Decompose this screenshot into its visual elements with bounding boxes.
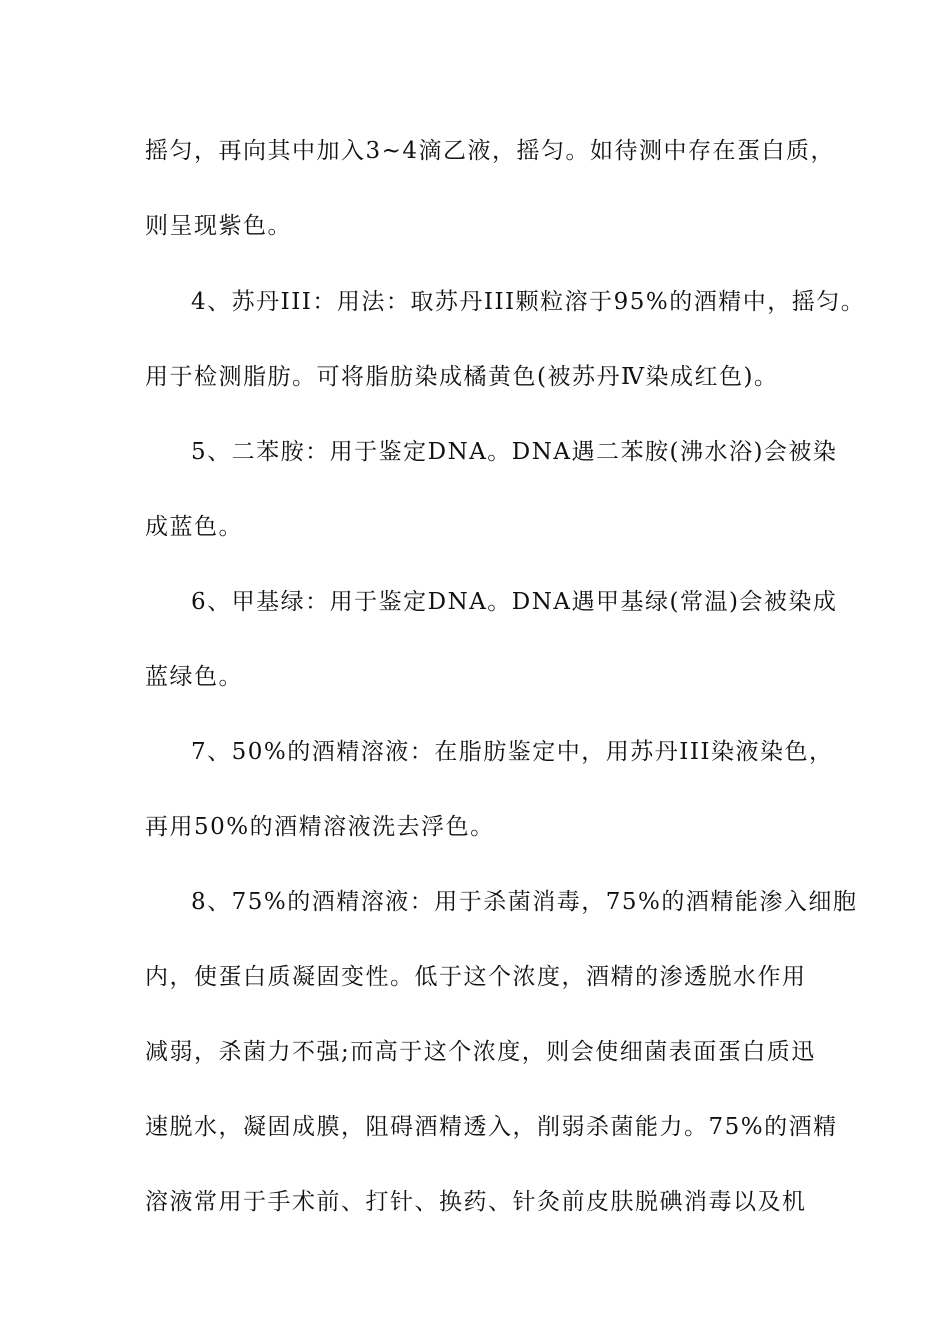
- paragraph-8-start: 8、75%的酒精溶液：用于杀菌消毒，75%的酒精能渗入细胞: [191, 889, 858, 915]
- text-line: 成蓝色。: [145, 514, 243, 540]
- text-line: 摇匀，再向其中加入3~4滴乙液，摇匀。如待测中存在蛋白质，: [145, 138, 836, 164]
- text-line: 减弱，杀菌力不强;而高于这个浓度，则会使细菌表面蛋白质迅: [145, 1039, 816, 1065]
- text-line: 蓝绿色。: [145, 664, 243, 690]
- text-line: 再用50%的酒精溶液洗去浮色。: [145, 814, 495, 840]
- text-line: 用于检测脂肪。可将脂肪染成橘黄色(被苏丹Ⅳ染成红色)。: [145, 364, 779, 390]
- paragraph-7-start: 7、50%的酒精溶液：在脂肪鉴定中，用苏丹III染液染色，: [191, 739, 834, 765]
- paragraph-6-start: 6、甲基绿：用于鉴定DNA。DNA遇甲基绿(常温)会被染成: [191, 589, 838, 615]
- paragraph-5-start: 5、二苯胺：用于鉴定DNA。DNA遇二苯胺(沸水浴)会被染: [191, 439, 838, 465]
- paragraph-4-start: 4、苏丹III：用法：取苏丹III颗粒溶于95%的酒精中，摇匀。: [191, 289, 866, 315]
- text-line: 速脱水，凝固成膜，阻碍酒精透入，削弱杀菌能力。75%的酒精: [145, 1114, 838, 1140]
- text-line: 内，使蛋白质凝固变性。低于这个浓度，酒精的渗透脱水作用: [145, 964, 807, 990]
- text-line: 溶液常用于手术前、打针、换药、针灸前皮肤脱碘消毒以及机: [145, 1189, 807, 1215]
- text-line: 则呈现紫色。: [145, 213, 292, 239]
